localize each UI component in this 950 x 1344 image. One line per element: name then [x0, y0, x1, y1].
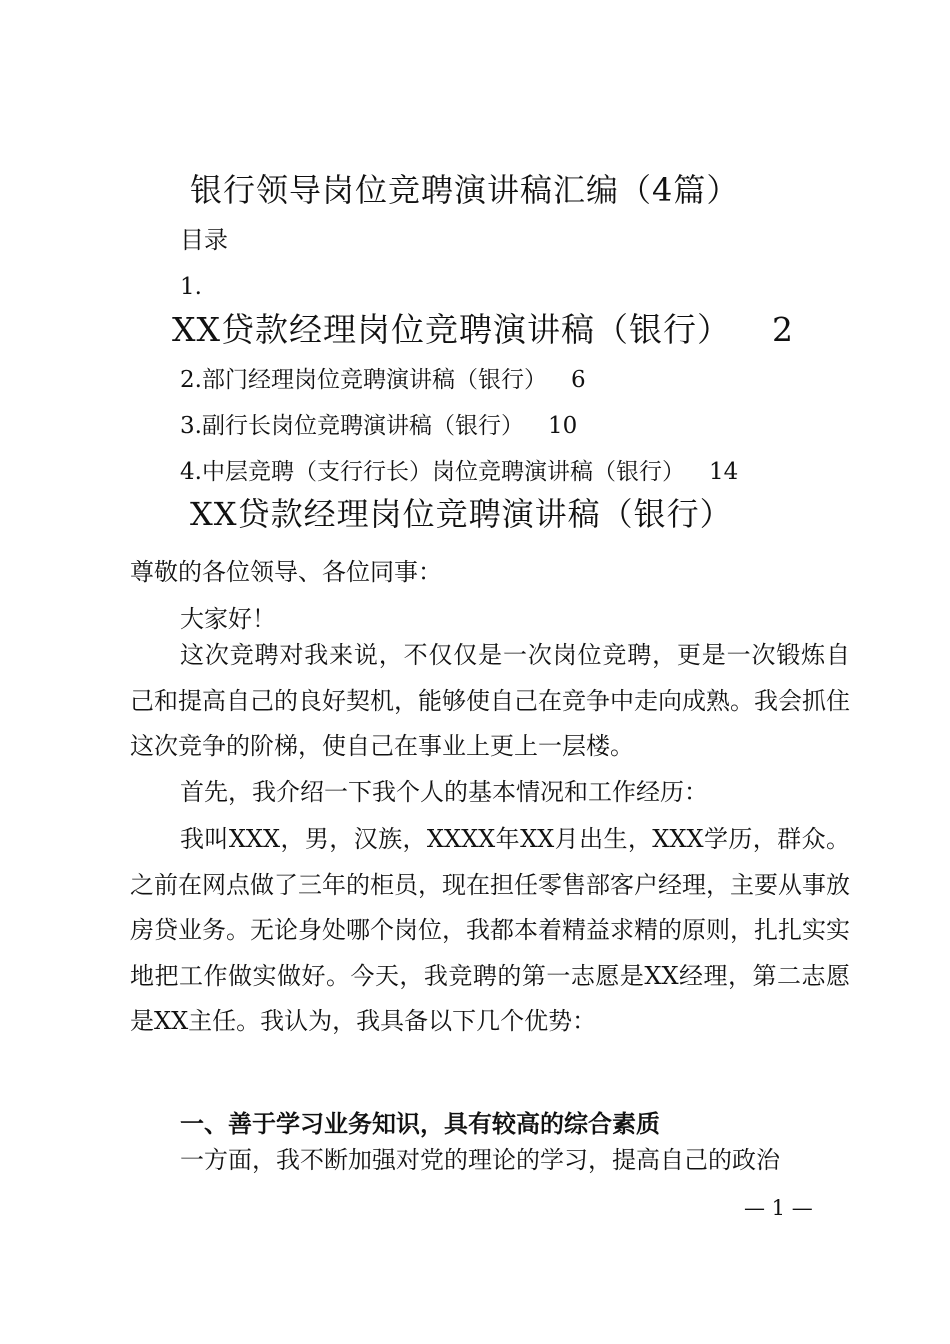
- section-heading-1: 一、善于学习业务知识，具有较高的综合素质: [180, 1109, 660, 1138]
- salutation: 尊敬的各位领导、各位同事：: [130, 558, 442, 586]
- toc-item-number: 3.: [180, 413, 202, 439]
- body-paragraph-1: 这次竞聘对我来说，不仅仅是一次岗位竞聘，更是一次锻炼自己和提高自己的良好契机，能够使自己在竞争中走向成熟。我会抓住这次竞争的阶梯，使自己在事业上更上一层楼。: [130, 641, 850, 761]
- toc-item-page: 14: [708, 459, 739, 485]
- toc-item-label: 中层竞聘（支行行长）岗位竞聘演讲稿（银行）: [201, 459, 685, 485]
- toc-item-label: 部门经理岗位竞聘演讲稿（银行）: [201, 367, 547, 393]
- page-number: — 1 —: [744, 1196, 813, 1220]
- toc-item-1-page: 2: [772, 310, 793, 349]
- toc-item-2: [180, 369, 586, 392]
- toc-item-page: 6: [570, 367, 586, 393]
- toc-item-1-number: 1.: [180, 274, 202, 300]
- body-paragraph-3: 我叫XXX，男，汉族，XXXX年XX月出生，XXX学历，群众。之前在网点做了三年的柜员，现在担任零售部客户经理，主要从事放房贷业务。无论身处哪个岗位，我都本着精益求精的原则，扎扎实实地把工作做实做好。今天，我竞聘的第一志愿是XX经理，第二志愿是XX主任。我认为，我具备以下几个优势：: [130, 825, 850, 1036]
- body-paragraph-4: 一方面，我不断加强对党的理论的学习，提高自己的政治: [180, 1146, 780, 1174]
- section-title: XX贷款经理岗位竞聘演讲稿（银行）: [190, 495, 733, 533]
- body-paragraph-2: 首先，我介绍一下我个人的基本情况和工作经历：: [180, 778, 708, 806]
- toc-item-3: [180, 415, 577, 438]
- document-title: 银行领导岗位竞聘演讲稿汇编（4篇）: [190, 171, 740, 209]
- toc-item-4: [180, 461, 738, 484]
- toc-heading: 目录: [180, 226, 228, 254]
- toc-item-number: 4.: [180, 459, 202, 485]
- toc-item-number: 2.: [180, 367, 202, 393]
- toc-item-page: 10: [547, 413, 578, 439]
- greeting: 大家好！: [180, 605, 276, 633]
- toc-item-1-label: XX贷款经理岗位竞聘演讲稿（银行）: [172, 310, 731, 349]
- toc-item-label: 副行长岗位竞聘演讲稿（银行）: [201, 413, 524, 439]
